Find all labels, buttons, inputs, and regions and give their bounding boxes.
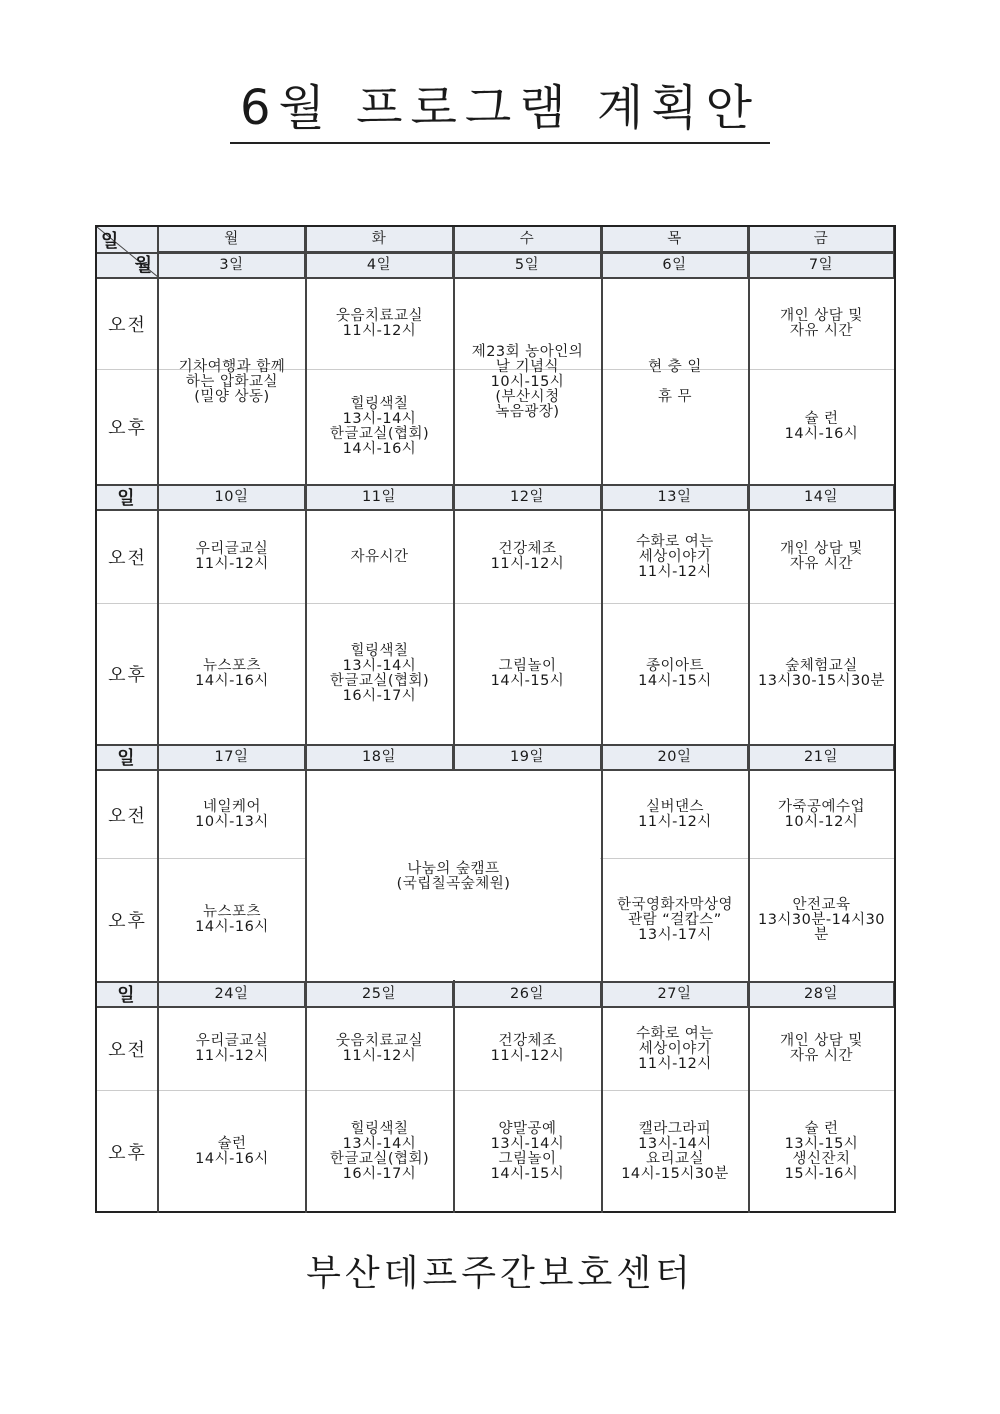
week-3-am-0 xyxy=(159,1008,305,1090)
week-1-am-3-text: 수화로 여는 세상이야기 11시-12시 xyxy=(636,533,714,580)
week-1-pm-1 xyxy=(306,603,453,745)
week-2-thu-am-text: 실버댄스 11시-12시 xyxy=(638,798,712,830)
week-3-date-2-text: 26일 xyxy=(510,985,544,1002)
week-3-am-0-text: 우리글교실 11시-12시 xyxy=(195,1033,269,1064)
weekday-header-1-text: 화 xyxy=(371,230,387,247)
weekday-header-0-text: 월 xyxy=(224,230,239,247)
week-2-camp xyxy=(306,771,601,982)
week-3-pm-label-text: 오후 xyxy=(108,1142,147,1164)
week-1-am-0 xyxy=(159,511,305,603)
page-title: 6월 프로그램 계획안 xyxy=(230,80,770,144)
week-0-tue-am xyxy=(306,279,453,369)
week-0-date-4-text: 7일 xyxy=(808,256,834,273)
week-1-pm-0 xyxy=(159,603,305,745)
week-1-am-1 xyxy=(306,511,453,603)
week-1-pm-2 xyxy=(454,603,601,745)
week-1-date-4 xyxy=(749,485,894,509)
week-0-am-label-text: 오전 xyxy=(108,315,147,336)
week-1-pm-4-text: 숲체험교실 13시30-15시30분 xyxy=(757,658,886,689)
week-2-pm-label xyxy=(97,858,158,982)
week-3-am-2-text: 건강체조 11시-12시 xyxy=(490,1033,565,1064)
week-2-date-2 xyxy=(454,745,601,769)
week-0-date-0-text: 3일 xyxy=(219,256,244,273)
week-2-date-3 xyxy=(602,745,748,769)
week-0-tue-pm xyxy=(306,369,453,485)
week-3-pm-4 xyxy=(749,1090,894,1213)
grid-line xyxy=(748,227,750,1213)
week-2-day-label-text: 일 xyxy=(117,748,137,769)
week-3-pm-label xyxy=(97,1090,158,1213)
week-1-date-1 xyxy=(306,485,453,509)
week-2-mon-am-text: 네일케어 10시-13시 xyxy=(195,798,269,830)
week-3-pm-3 xyxy=(602,1090,748,1213)
center-name: 부산데프주간보호센터 xyxy=(306,1253,694,1294)
week-0-wed-program xyxy=(454,279,601,485)
page-title-wrap xyxy=(0,80,1000,144)
week-2-thu-pm xyxy=(602,858,748,982)
week-1-date-2 xyxy=(454,485,601,509)
week-3-date-2 xyxy=(454,982,601,1006)
week-3-date-4 xyxy=(749,982,894,1006)
week-2-am-label-text: 오전 xyxy=(108,805,147,827)
week-1-am-2-text: 건강체조 11시-12시 xyxy=(490,541,565,572)
week-0-thu-program-text: 현 충 일 휴 무 xyxy=(648,358,702,405)
week-2-date-4-text: 21일 xyxy=(804,748,838,765)
week-2-fri-pm xyxy=(749,858,894,982)
week-0-date-3 xyxy=(602,253,748,277)
week-3-am-4 xyxy=(749,1008,894,1090)
week-2-camp-text: 나눔의 숲캠프 (국립칠곡숲체원) xyxy=(396,860,511,892)
week-2-fri-am xyxy=(749,771,894,858)
week-3-pm-0-text: 슐런 14시-16시 xyxy=(195,1135,269,1167)
week-2-pm-label-text: 오후 xyxy=(108,911,147,932)
week-2-mon-pm-text: 뉴스포츠 14시-16시 xyxy=(195,904,269,935)
week-3-am-3-text: 수화로 여는 세상이야기 11시-12시 xyxy=(636,1025,714,1072)
week-0-fri-pm-text: 슐 런 14시-16시 xyxy=(784,411,859,442)
week-1-date-3 xyxy=(602,485,748,509)
grid-line xyxy=(157,227,159,1213)
week-1-am-label-text: 오전 xyxy=(108,548,147,569)
week-1-am-1-text: 자유시간 xyxy=(350,548,409,565)
grid-line xyxy=(97,252,894,254)
week-2-date-1 xyxy=(306,745,453,769)
week-0-date-4 xyxy=(749,253,894,277)
week-3-pm-2 xyxy=(454,1090,601,1213)
grid-line xyxy=(97,484,894,486)
grid-line xyxy=(97,744,894,746)
weekday-header-2-text: 수 xyxy=(519,230,535,247)
week-1-am-0-text: 우리글교실 11시-12시 xyxy=(195,541,269,572)
week-1-pm-4 xyxy=(749,603,894,745)
weekday-header-3-text: 목 xyxy=(667,230,682,247)
weekday-header-0 xyxy=(159,227,305,251)
weekday-header-2 xyxy=(454,227,601,251)
week-3-am-label xyxy=(97,1008,158,1090)
week-0-thu-program xyxy=(602,279,748,485)
week-3-pm-0 xyxy=(159,1090,305,1213)
week-2-fri-pm-text: 안전교육 13시30분-14시30 분 xyxy=(757,896,886,943)
week-1-date-1-text: 11일 xyxy=(362,488,396,505)
week-1-date-0 xyxy=(159,485,305,509)
week-3-date-3 xyxy=(602,982,748,1006)
weekday-header-1 xyxy=(306,227,453,251)
week-0-wed-program-text: 제23회 농아인의 날 기념식 10시-15시 (부산시청 녹음광장) xyxy=(471,343,584,420)
week-1-pm-1-text: 힐링색칠 13시-14시 한글교실(협회) 16시-17시 xyxy=(329,643,430,704)
week-1-am-4-text: 개인 상담 및 자유 시간 xyxy=(780,541,863,572)
week-2-date-3-text: 20일 xyxy=(657,748,692,765)
week-3-am-1-text: 웃음치료교실 11시-12시 xyxy=(335,1033,424,1064)
week-1-date-3-text: 13일 xyxy=(657,488,692,505)
week-2-date-1-text: 18일 xyxy=(362,748,396,765)
week-2-date-2-text: 19일 xyxy=(510,748,544,765)
week-3-date-1-text: 25일 xyxy=(362,985,396,1002)
week-1-am-label xyxy=(97,511,158,603)
week-0-date-0 xyxy=(159,253,305,277)
week-3-am-4-text: 개인 상담 및 자유 시간 xyxy=(780,1033,863,1064)
week-3-date-1 xyxy=(306,982,453,1006)
week-3-am-1 xyxy=(306,1008,453,1090)
week-0-date-2-text: 5일 xyxy=(514,256,540,273)
week-0-mon-program-text: 기차여행과 함께 하는 압화교실 (밀양 상동) xyxy=(178,358,286,405)
week-2-thu-pm-text: 한국영화자막상영 관람 “걸캅스” 13시-17시 xyxy=(616,896,734,943)
week-1-am-4 xyxy=(749,511,894,603)
week-3-date-0-text: 24일 xyxy=(214,985,249,1002)
week-0-tue-pm-text: 힐링색칠 13시-14시 한글교실(협회) 14시-16시 xyxy=(329,396,430,457)
week-1-pm-2-text: 그림놀이 14시-15시 xyxy=(490,658,565,689)
week-0-date-2 xyxy=(454,253,601,277)
week-2-date-4 xyxy=(749,745,894,769)
week-3-am-3 xyxy=(602,1008,748,1090)
week-3-date-3-text: 27일 xyxy=(657,985,692,1002)
week-3-pm-4-text: 슐 런 13시-15시 생신잔치 15시-16시 xyxy=(784,1120,859,1182)
week-3-date-0 xyxy=(159,982,305,1006)
week-3-pm-2-text: 양말공예 13시-14시 그림놀이 14시-15시 xyxy=(490,1120,565,1182)
week-0-pm-label xyxy=(97,369,158,485)
corner-month-label: 월 xyxy=(134,255,152,276)
week-3-am-2 xyxy=(454,1008,601,1090)
week-3-date-4-text: 28일 xyxy=(804,985,838,1002)
week-2-mon-am xyxy=(159,771,305,858)
week-1-date-0-text: 10일 xyxy=(214,488,249,505)
week-3-day-label-text: 일 xyxy=(117,985,137,1006)
week-3-pm-1 xyxy=(306,1090,453,1213)
weekday-header-4 xyxy=(749,227,894,251)
week-1-pm-3 xyxy=(602,603,748,745)
week-2-date-0-text: 17일 xyxy=(214,748,249,765)
week-2-date-0 xyxy=(159,745,305,769)
week-0-fri-am-text: 개인 상담 및 자유 시간 xyxy=(780,308,863,339)
corner-day-label: 일 xyxy=(101,231,119,252)
week-1-am-3 xyxy=(602,511,748,603)
week-1-pm-0-text: 뉴스포츠 14시-16시 xyxy=(195,658,269,689)
weekday-header-4-text: 금 xyxy=(813,230,829,247)
week-0-pm-label-text: 오후 xyxy=(108,418,147,439)
week-2-fri-am-text: 가죽공예수업 10시-12시 xyxy=(777,798,866,830)
week-2-thu-am xyxy=(602,771,748,858)
week-1-pm-label-text: 오후 xyxy=(108,665,147,686)
week-1-pm-3-text: 종이아트 14시-15시 xyxy=(638,658,712,689)
week-0-mon-program xyxy=(159,279,305,485)
week-3-pm-3-text: 캘라그라피 13시-14시 요리교실 14시-15시30분 xyxy=(621,1120,729,1182)
grid-line xyxy=(601,227,603,1213)
week-3-am-label-text: 오전 xyxy=(108,1040,147,1061)
week-2-am-label xyxy=(97,771,158,858)
weekday-header-3 xyxy=(602,227,748,251)
week-0-date-3-text: 6일 xyxy=(662,256,687,273)
week-2-day-label xyxy=(97,745,158,769)
week-0-am-label xyxy=(97,279,158,369)
grid-line xyxy=(453,227,455,1213)
week-1-date-2-text: 12일 xyxy=(510,488,544,505)
week-0-date-1 xyxy=(306,253,453,277)
week-0-fri-am xyxy=(749,279,894,369)
week-3-pm-1-text: 힐링색칠 13시-14시 한글교실(협회) 16시-17시 xyxy=(329,1120,430,1182)
week-1-day-label-text: 일 xyxy=(117,488,137,509)
week-1-date-4-text: 14일 xyxy=(804,488,838,505)
schedule-table xyxy=(95,225,896,1213)
week-0-tue-am-text: 웃음치료교실 11시-12시 xyxy=(335,308,424,339)
week-3-day-label xyxy=(97,982,158,1006)
week-0-fri-pm xyxy=(749,369,894,485)
week-2-mon-pm xyxy=(159,858,305,982)
grid-line xyxy=(305,227,307,1213)
week-1-pm-label xyxy=(97,603,158,745)
week-1-day-label xyxy=(97,485,158,509)
week-0-date-1-text: 4일 xyxy=(366,256,392,273)
week-1-am-2 xyxy=(454,511,601,603)
